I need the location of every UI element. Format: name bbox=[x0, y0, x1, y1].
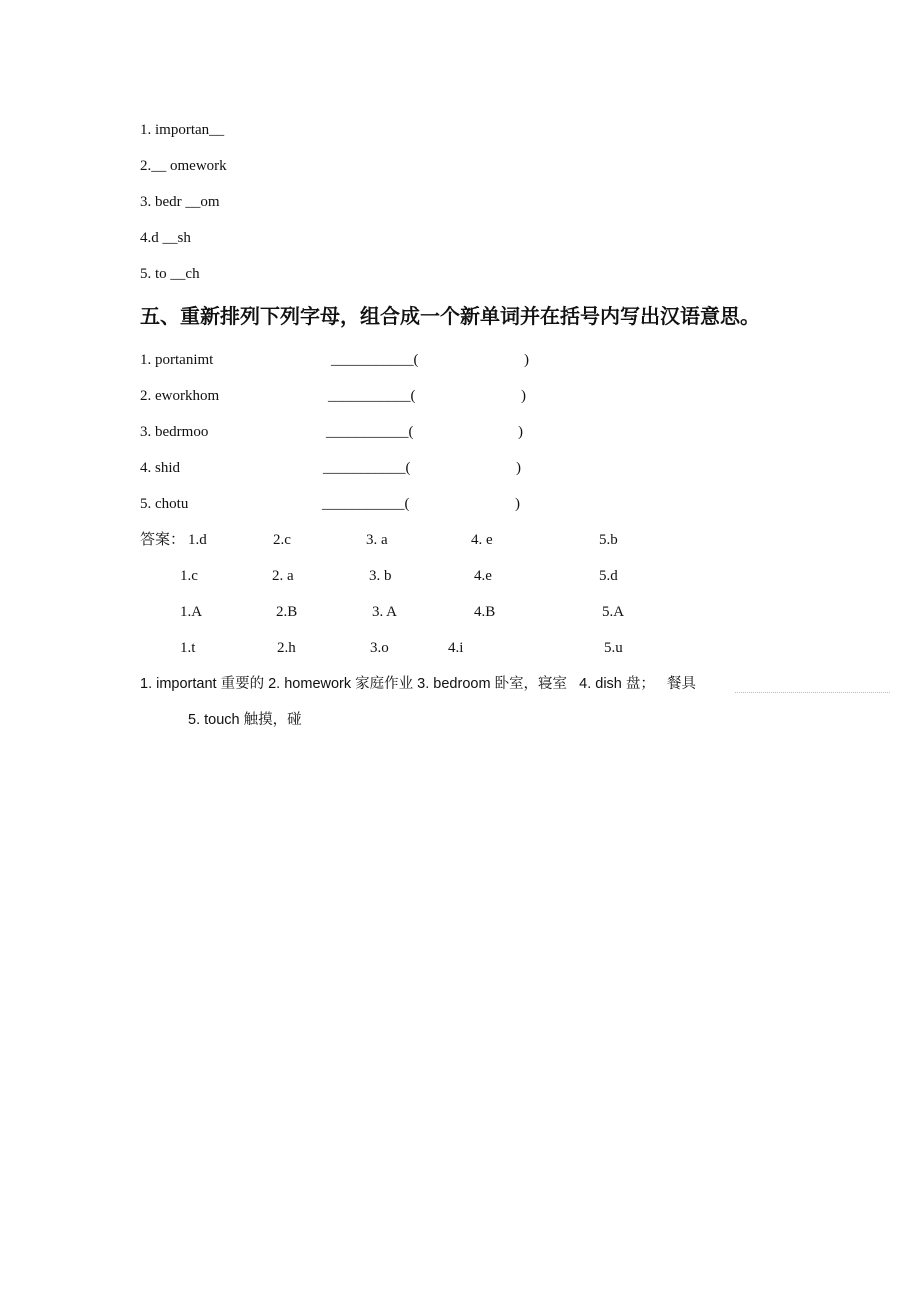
answer-cell: 4.i bbox=[448, 640, 464, 656]
fill-in-item-1: 1. importan__ bbox=[140, 122, 225, 138]
answer-cell: 4.B bbox=[474, 604, 496, 620]
rearrange-word-2: 2. eworkhom bbox=[140, 388, 220, 404]
answer-blank-1: ___________( bbox=[331, 352, 419, 368]
section-five-heading: 五、重新排列下列字母，组合成一个新单词并在括号内写出汉语意思。 bbox=[140, 304, 760, 328]
answer-cell: 1.c bbox=[180, 568, 198, 584]
answers-label: 答案： bbox=[140, 532, 186, 548]
answer-blank-4: ___________( bbox=[323, 460, 411, 476]
meanings-line-2: 5. touch 触摸，碰 bbox=[188, 712, 302, 728]
answer-cell: 1.d bbox=[188, 532, 207, 548]
answer-cell: 3. b bbox=[369, 568, 392, 584]
answer-cell: 5.u bbox=[604, 640, 623, 656]
rearrange-word-3: 3. bedrmoo bbox=[140, 424, 209, 440]
answer-cell: 1.t bbox=[180, 640, 196, 656]
answer-cell: 4. e bbox=[471, 532, 493, 548]
paren-close-5: ) bbox=[515, 496, 520, 512]
answer-cell: 1.A bbox=[180, 604, 203, 620]
answer-cell: 2.B bbox=[276, 604, 298, 620]
paren-close-3: ) bbox=[518, 424, 523, 440]
fill-in-item-5: 5. to __ch bbox=[140, 266, 200, 282]
fill-in-item-4: 4.d __sh bbox=[140, 230, 191, 246]
paren-close-2: ) bbox=[521, 388, 526, 404]
answer-cell: 3. a bbox=[366, 532, 388, 548]
answer-cell: 2.h bbox=[277, 640, 296, 656]
paren-close-1: ) bbox=[524, 352, 529, 368]
rearrange-word-5: 5. chotu bbox=[140, 496, 189, 512]
fill-in-item-2: 2.__ omework bbox=[140, 158, 227, 174]
dotted-rule bbox=[735, 692, 890, 693]
answer-cell: 2. a bbox=[272, 568, 294, 584]
answer-cell: 3.o bbox=[370, 640, 389, 656]
answer-blank-3: ___________( bbox=[326, 424, 414, 440]
answer-blank-5: ___________( bbox=[322, 496, 410, 512]
meanings-line-1: 1. important 重要的 2. homework 家庭作业 3. bedroom 卧室，寝室 4. dish 盘； 餐具 bbox=[140, 676, 696, 692]
answer-cell: 5.A bbox=[602, 604, 625, 620]
answer-cell: 3. A bbox=[372, 604, 398, 620]
answer-cell: 5.d bbox=[599, 568, 618, 584]
fill-in-item-3: 3. bedr __om bbox=[140, 194, 220, 210]
answer-cell: 4.e bbox=[474, 568, 492, 584]
answer-cell: 5.b bbox=[599, 532, 618, 548]
paren-close-4: ) bbox=[516, 460, 521, 476]
answer-blank-2: ___________( bbox=[328, 388, 416, 404]
rearrange-word-1: 1. portanimt bbox=[140, 352, 214, 368]
answer-cell: 2.c bbox=[273, 532, 291, 548]
rearrange-word-4: 4. shid bbox=[140, 460, 181, 476]
